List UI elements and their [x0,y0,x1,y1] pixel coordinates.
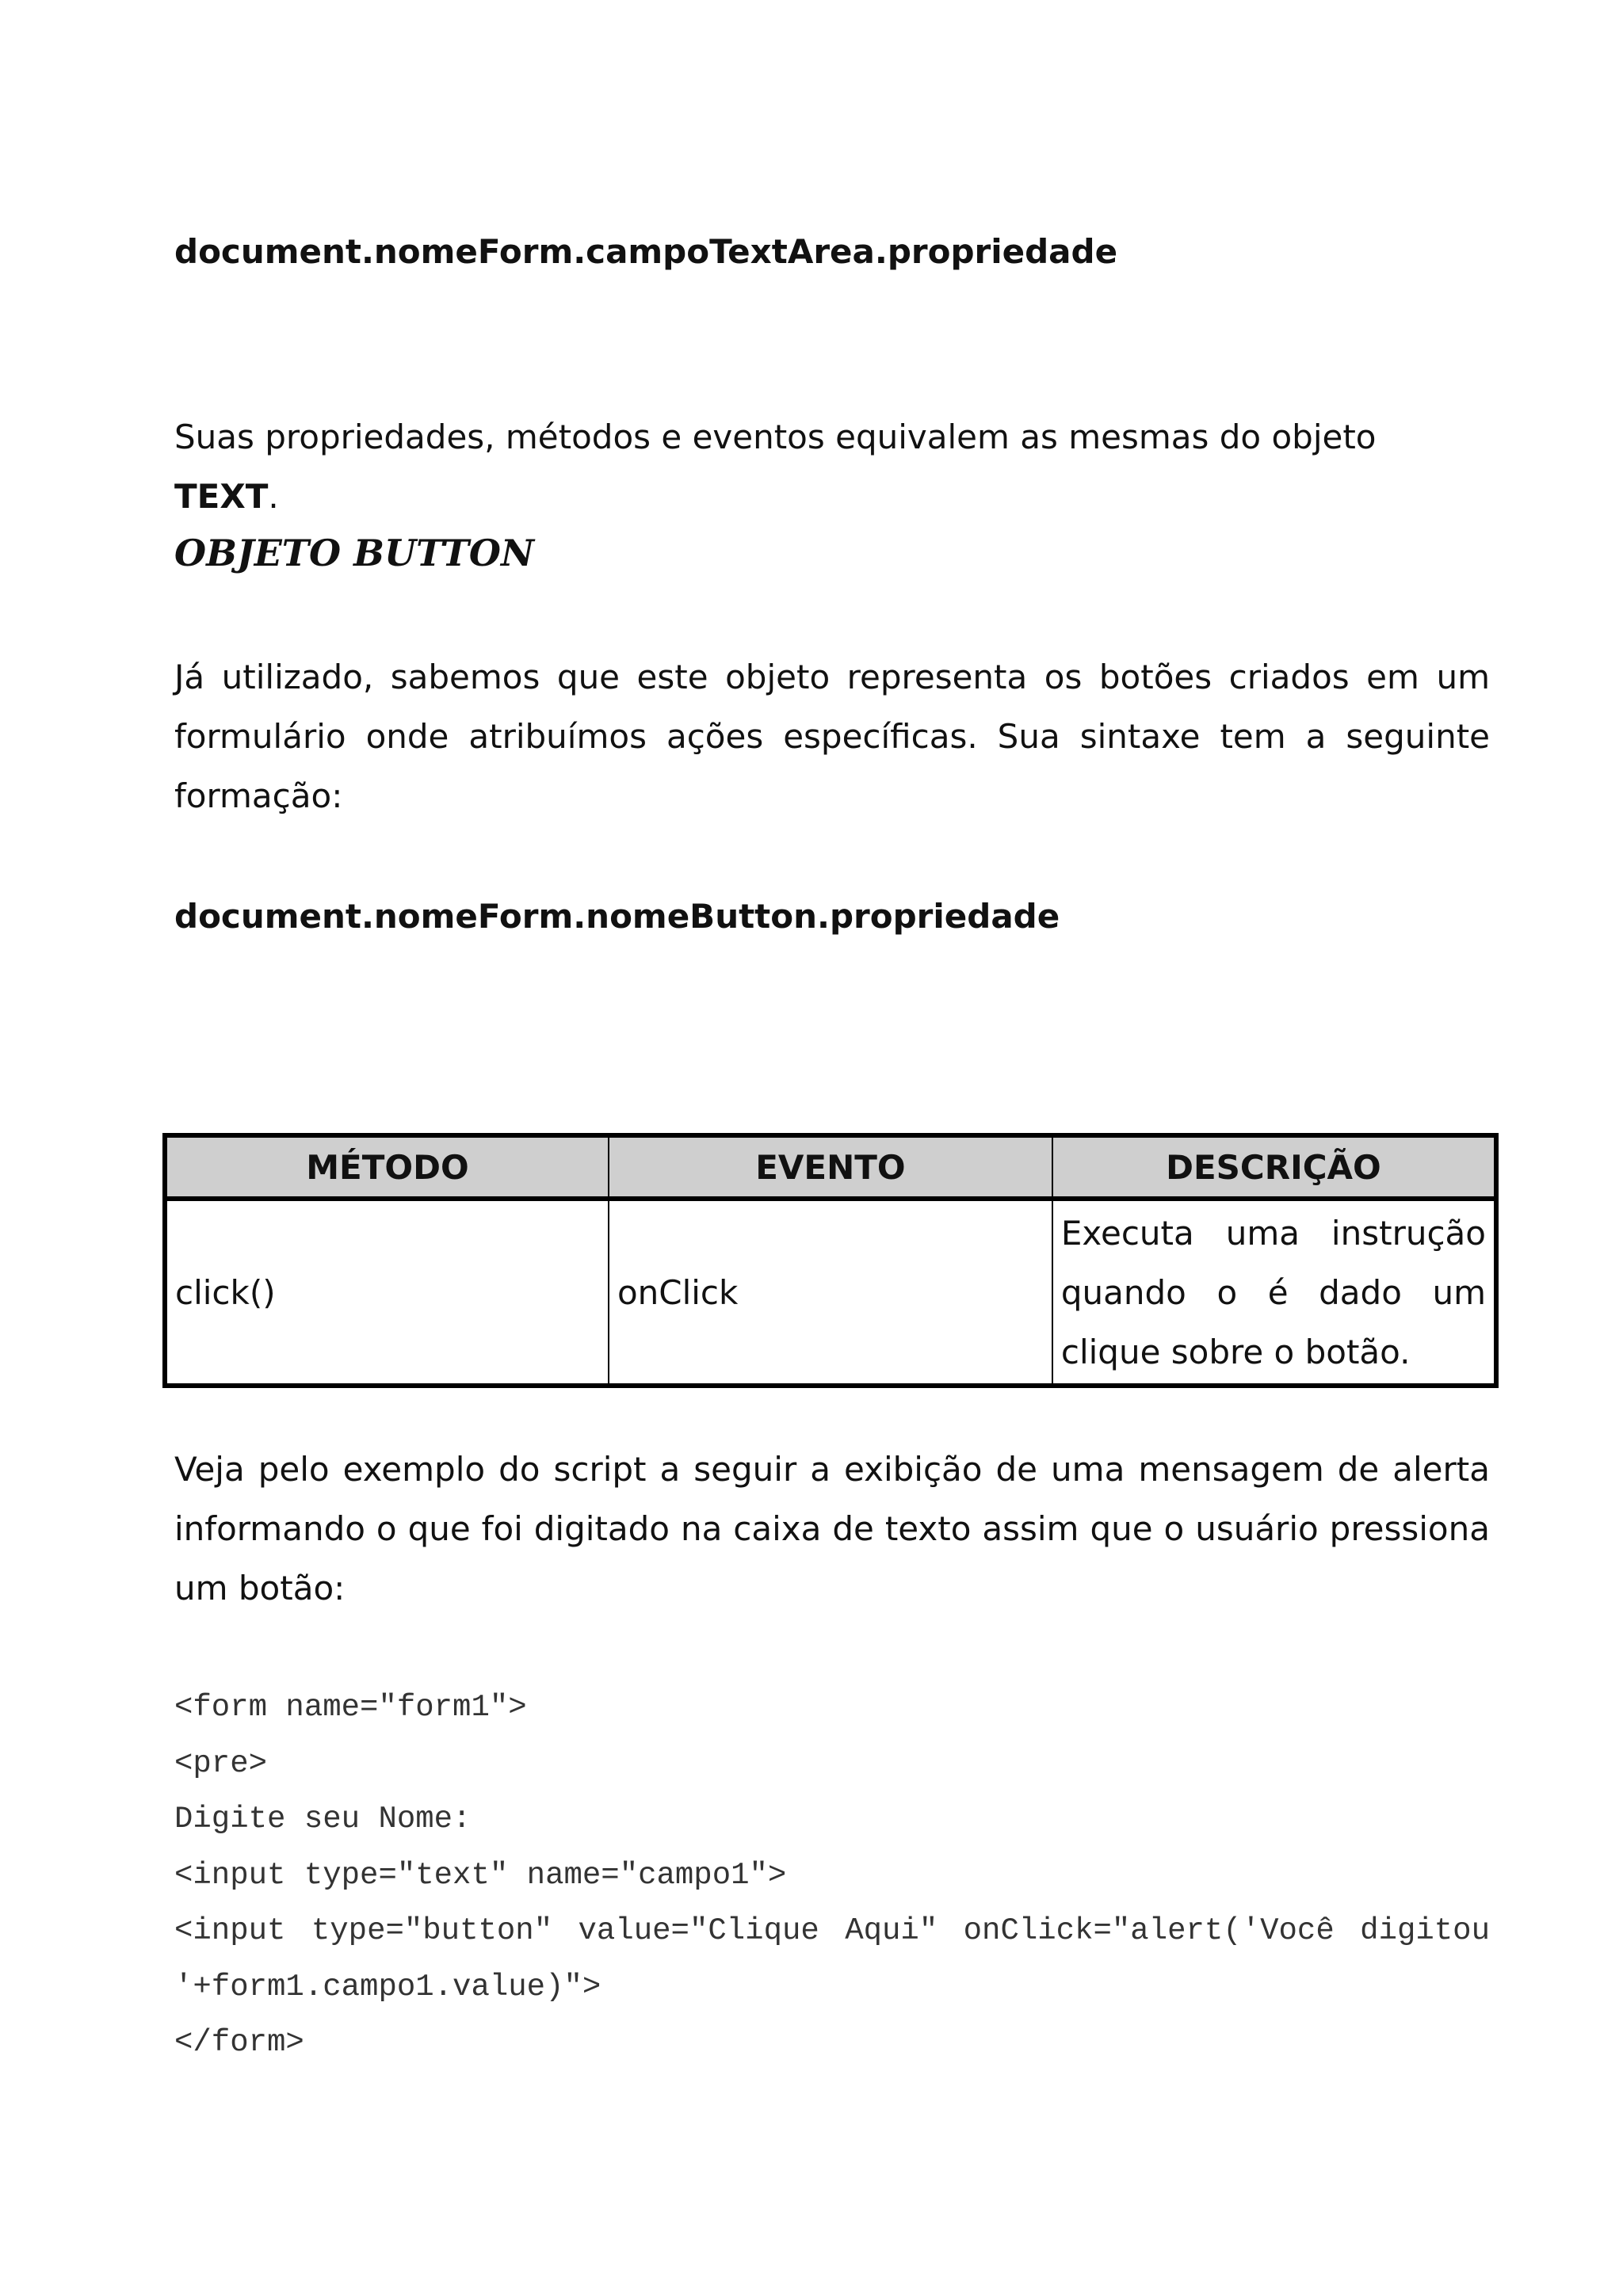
paragraph-end: . [268,477,279,516]
paragraph-textarea-properties [174,407,1490,526]
table-cell-description: Executa uma instrução quando o é dado um clique sobre o botão. [1052,1199,1496,1386]
paragraph-text: Suas propriedades, métodos e eventos equivalem as mesmas do objeto [174,418,1377,456]
code-line: <form name="form1"> [174,1690,527,1725]
table-cell-method: click() [165,1199,609,1386]
section-heading-button: OBJETO BUTTON [174,532,535,574]
table-header-cell: DESCRIÇÃO [1052,1135,1496,1199]
code-line: Digite seu Nome: [174,1802,472,1836]
code-line: </form> [174,2025,304,2060]
paragraph-button-intro: Já utilizado, sabemos que este objeto representa os botões criados em um formulário onde atribuímos ações específicas. Sua sintaxe tem a seguinte formação: [174,658,1490,815]
syntax-textarea: document.nomeForm.campoTextArea.propriedade [174,232,1118,271]
table-header-row [165,1135,1496,1199]
code-line: <input type="button" value="Clique Aqui" onClick="alert('Você digitou '+form1.campo1.value)"> [174,1913,1490,2004]
code-line: <input type="text" name="campo1"> [174,1857,787,1893]
method-event-table [162,1133,1499,1388]
paragraph-example-intro: Veja pelo exemplo do script a seguir a exibição de uma mensagem de alerta informando o que foi digitado na caixa de texto assim que o usuário pressiona um botão: [174,1450,1490,1608]
table-cell-event: onClick [609,1199,1052,1386]
syntax-button: document.nomeForm.nomeButton.propriedade [174,897,1060,936]
paragraph-bold-text: TEXT [174,477,269,516]
table-header-cell: MÉTODO [165,1135,609,1199]
table-row [165,1199,1496,1386]
code-block [174,1680,1490,2071]
table-header-cell: EVENTO [609,1135,1052,1199]
code-line: <pre> [174,1745,268,1781]
